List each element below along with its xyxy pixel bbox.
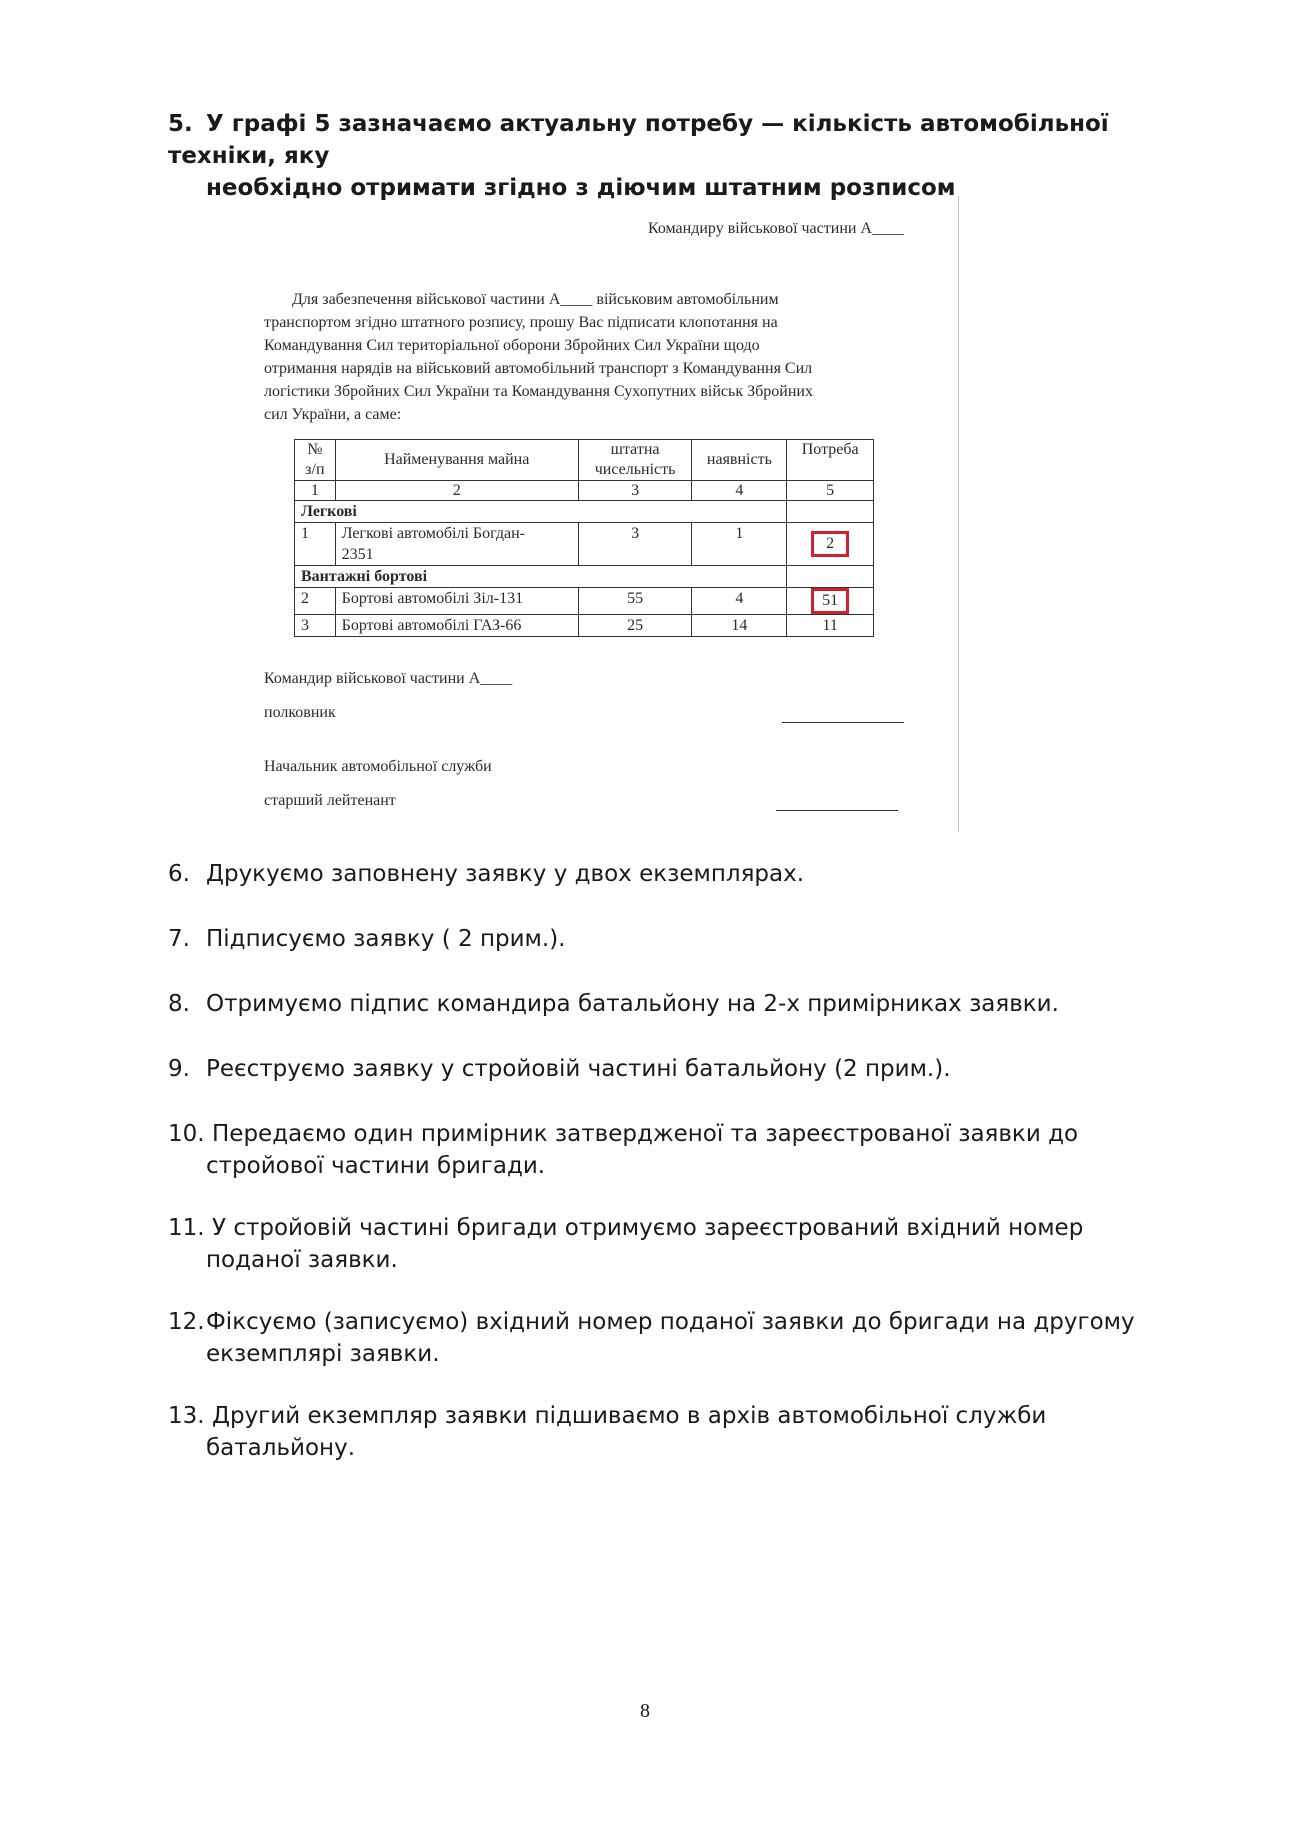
step-8: [168, 988, 1168, 1020]
step-number: 8.: [168, 991, 190, 1017]
section-label: Вантажні бортові: [295, 566, 787, 588]
item-name: Легкові автомобілі Богдан-: [341, 525, 525, 542]
table-cell: Бортові автомобілі Зіл-131: [335, 588, 578, 615]
step-number: 9.: [168, 1056, 190, 1082]
request-document-image: [250, 196, 960, 834]
step-text-continued: батальйону.: [206, 1435, 356, 1461]
step-13: [168, 1400, 1168, 1464]
table-cell: [335, 523, 578, 566]
table-cell: [787, 566, 874, 588]
step-number: 5.: [168, 111, 193, 137]
step-7: [168, 923, 1168, 955]
table-cell: 55: [578, 588, 692, 615]
table-cell: 3: [578, 481, 692, 501]
commander-signature-line: [782, 722, 904, 723]
intro-line: сил України, а саме:: [264, 406, 402, 423]
table-index-row: [295, 481, 874, 501]
commander-rank: полковник: [264, 704, 336, 721]
table-cell: [787, 588, 874, 615]
step-6: [168, 858, 1168, 890]
table-cell: 2: [295, 588, 336, 615]
item-name-continued: 2351: [341, 546, 374, 563]
header-need: Потреба: [787, 440, 874, 481]
step-text-continued: екземплярі заявки.: [206, 1341, 440, 1367]
table-cell: 11: [787, 615, 874, 637]
table-row: [295, 588, 874, 615]
table-cell: 1: [692, 523, 787, 566]
header-name: Найменування майна: [335, 440, 578, 481]
step-text: Друкуємо заповнену заявку у двох екземплярах.: [206, 861, 805, 887]
step-text: У стройовій частині бригади отримуємо зареєстрований вхідний номер: [212, 1215, 1084, 1241]
table-cell: 5: [787, 481, 874, 501]
table-row: [295, 523, 874, 566]
request-intro: [264, 288, 904, 426]
highlighted-need-value: 51: [811, 588, 849, 614]
intro-line: отримання нарядів на військовий автомобільний транспорт з Командування Сил: [264, 360, 813, 377]
table-cell: [787, 501, 874, 523]
step-text: Реєструємо заявку у стройовій частині батальйону (2 прим.).: [206, 1056, 951, 1082]
table-header-row: [295, 440, 874, 481]
step-text-continued: необхідно отримати згідно з діючим штатним розписом: [206, 175, 956, 201]
table-cell: [787, 523, 874, 566]
step-text: Другий екземпляр заявки підшиваємо в архів автомобільної служби: [212, 1403, 1047, 1429]
step-text: У графі 5 зазначаємо актуальну потребу — кількість автомобільної техніки, яку: [168, 111, 1109, 169]
table-cell: 1: [295, 523, 336, 566]
table-cell: Бортові автомобілі ГАЗ-66: [335, 615, 578, 637]
chief-title: Начальник автомобільної служби: [264, 758, 492, 775]
table-section-row: [295, 566, 874, 588]
table-section-row: [295, 501, 874, 523]
step-number: 6.: [168, 861, 190, 887]
table-cell: 25: [578, 615, 692, 637]
table-cell: 1: [295, 481, 336, 501]
step-number: 13.: [168, 1403, 205, 1429]
chief-rank: старший лейтенант: [264, 792, 396, 809]
step-12: [168, 1306, 1168, 1370]
page-number: 8: [640, 1700, 650, 1722]
table-cell: 3: [578, 523, 692, 566]
addressee: Командиру військової частини А____: [647, 220, 904, 237]
step-number: 7.: [168, 926, 190, 952]
vehicle-request-table: [294, 439, 874, 637]
step-text: Передаємо один примірник затвердженої та зареєстрованої заявки до: [212, 1121, 1079, 1147]
commander-title: Командир військової частини А____: [264, 670, 513, 687]
table-cell: 4: [692, 481, 787, 501]
step-text: Підписуємо заявку ( 2 прим.).: [206, 926, 566, 952]
step-10: [168, 1118, 1168, 1182]
table-row: [295, 615, 874, 637]
intro-line: Командування Сил територіальної оборони Збройних Сил України щодо: [264, 337, 760, 354]
table-cell: 2: [335, 481, 578, 501]
header-no: № з/п: [295, 440, 336, 481]
step-number: 10.: [168, 1121, 205, 1147]
header-available: наявність: [692, 440, 787, 481]
step-5: [168, 108, 1168, 204]
intro-line: транспортом згідно штатного розпису, прошу Вас підписати клопотання на: [264, 314, 778, 331]
step-number: 12.: [168, 1309, 205, 1335]
header-staff: штатна чисельність: [578, 440, 692, 481]
step-text: Отримуємо підпис командира батальйону на 2-х примірниках заявки.: [206, 991, 1059, 1017]
table-cell: 14: [692, 615, 787, 637]
intro-line: логістики Збройних Сил України та Командування Сухопутних військ Збройних: [264, 383, 813, 400]
step-number: 11.: [168, 1215, 205, 1241]
table-cell: 4: [692, 588, 787, 615]
step-text-continued: стройової частини бригади.: [206, 1153, 546, 1179]
step-text-continued: поданої заявки.: [206, 1247, 398, 1273]
step-11: [168, 1212, 1168, 1276]
step-9: [168, 1053, 1168, 1085]
table-cell: 3: [295, 615, 336, 637]
step-text: Фіксуємо (записуємо) вхідний номер поданої заявки до бригади на другому: [206, 1309, 1135, 1335]
section-label: Легкові: [295, 501, 787, 523]
image-edge-line: [958, 196, 959, 832]
intro-line: Для забезпечення військової частини А____ військовим автомобільним: [292, 291, 779, 308]
chief-signature-line: [776, 810, 898, 811]
highlighted-need-value: 2: [811, 531, 849, 557]
